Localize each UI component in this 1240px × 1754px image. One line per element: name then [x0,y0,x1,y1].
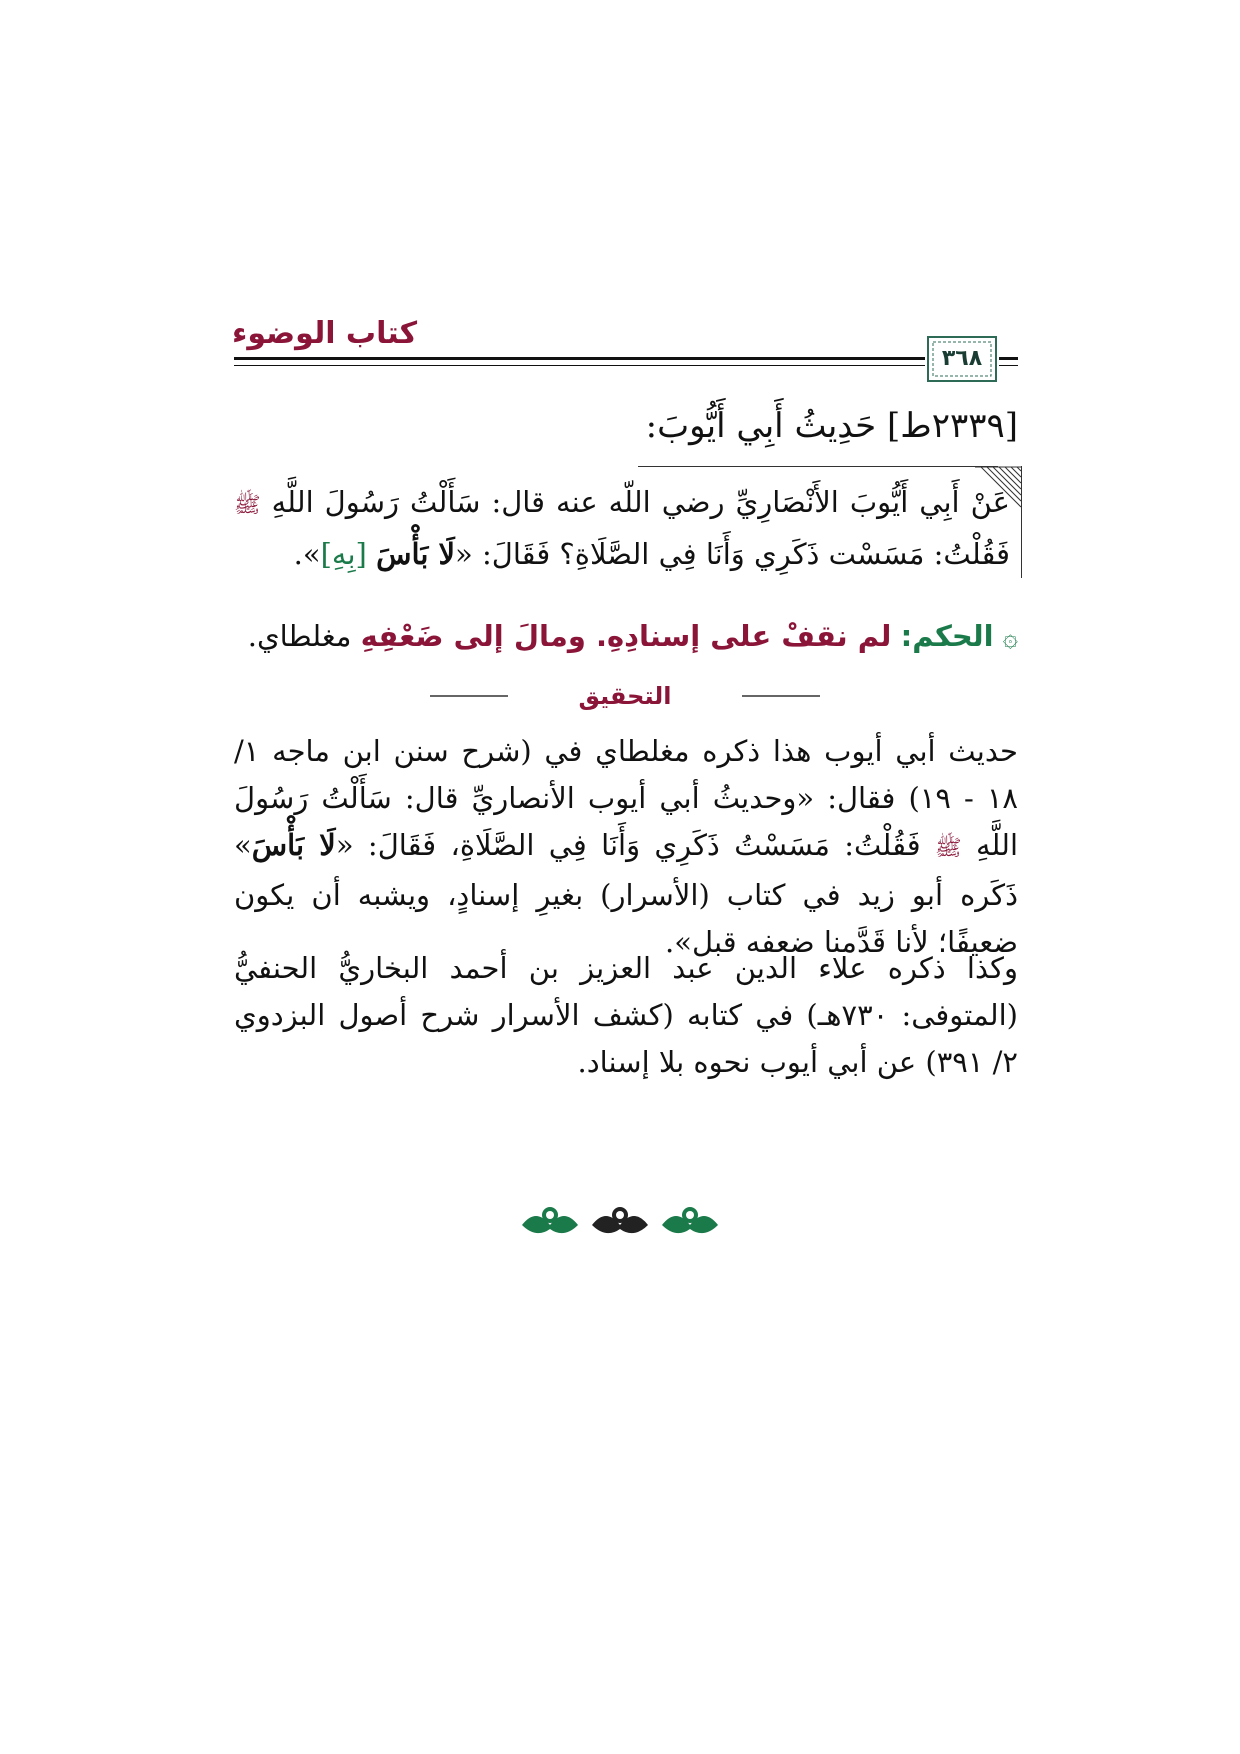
header-rule-thick [234,357,1002,360]
hadith-title: حَدِيثُ أَبِي أَيُّوبَ: [645,406,877,446]
hadith-frame-top [638,466,998,467]
page-number: ٣٦٨ [941,346,983,371]
hadith-frame-side [1021,466,1022,578]
divider-label: التحقيق [508,682,741,710]
ruling-line [234,612,1018,660]
hadith-heading [234,402,1018,450]
p1-quote: لَا بَأْسَ [251,828,336,862]
salla-glyph: ﷺ [234,493,261,518]
hadith-text [234,478,1010,579]
hadith-quote-addition: [بِهِ] [320,537,377,571]
hadith-text-end: ». [293,537,321,571]
three-lotus-ornament-icon [510,1196,730,1246]
header-rule-right-thick [998,357,1018,360]
paragraph-2: وكذا ذكره علاء الدين عبد العزيز بن أحمد البخاريُّ الحنفيُّ (المتوفى: ٧٣٠هـ) في كتابه (كشف الأسرار شرح أصول البزدوي ٢/ ٣٩١) عن أبي أيوب نحوه بلا إسناد. [234,951,1018,1079]
ruling-label: الحكم: [900,619,994,653]
paragraph-1 [234,728,1018,966]
p1-part-a: حديث أبي أيوب هذا ذكره مغلطاي في (شرح سنن ابن ماجه ١/ ١٨ - ١٩) فقال: «وحديثُ أبي أيوب الأنصاريِّ قال: سَأَلْتُ رَسُولَ اللَّهِ [234,734,1018,862]
hadith-quote: لَا بَأْسَ [376,537,456,571]
section-divider [430,676,820,716]
header-rule-thin [234,365,1002,366]
header-rule-right-thin [998,365,1018,366]
hadith-text-part2: فَقُلْتُ: مَسَسْت ذَكَرِي وَأَنَا فِي الصَّلَاةِ؟ فَقَالَ: « [455,537,1010,571]
page-number-frame [925,334,999,384]
ruling-icon: ۞ [1002,623,1018,653]
hadith-text-part1: عَنْ أَبِي أَيُّوبَ الأَنْصَارِيِّ رضي اللّه عنه قال: سَأَلْتُ رَسُولَ اللَّهِ [260,485,1010,519]
ruling-suffix: مغلطاي. [247,619,361,653]
salla-glyph: ﷺ [935,836,962,861]
book-title: كتاب الوضوء [232,316,418,351]
p1-part-c: » ذَكَره أبو زيد في كتاب (الأسرار) بغيرِ إسنادٍ، ويشبه أن يكون ضعيفًا؛ لأنا قَدَّمنا ضعفه قبل». [234,828,1018,959]
hadith-ref: [٢٣٣٩ط] [886,406,1018,446]
p1-part-b: فَقُلْتُ: مَسَسْتُ ذَكَرِي وَأَنَا فِي الصَّلَاةِ، فَقَالَ: « [335,828,936,862]
ruling-text: لم نقفْ على إسنادِهِ. ومالَ إلى ضَعْفِهِ [360,619,892,653]
